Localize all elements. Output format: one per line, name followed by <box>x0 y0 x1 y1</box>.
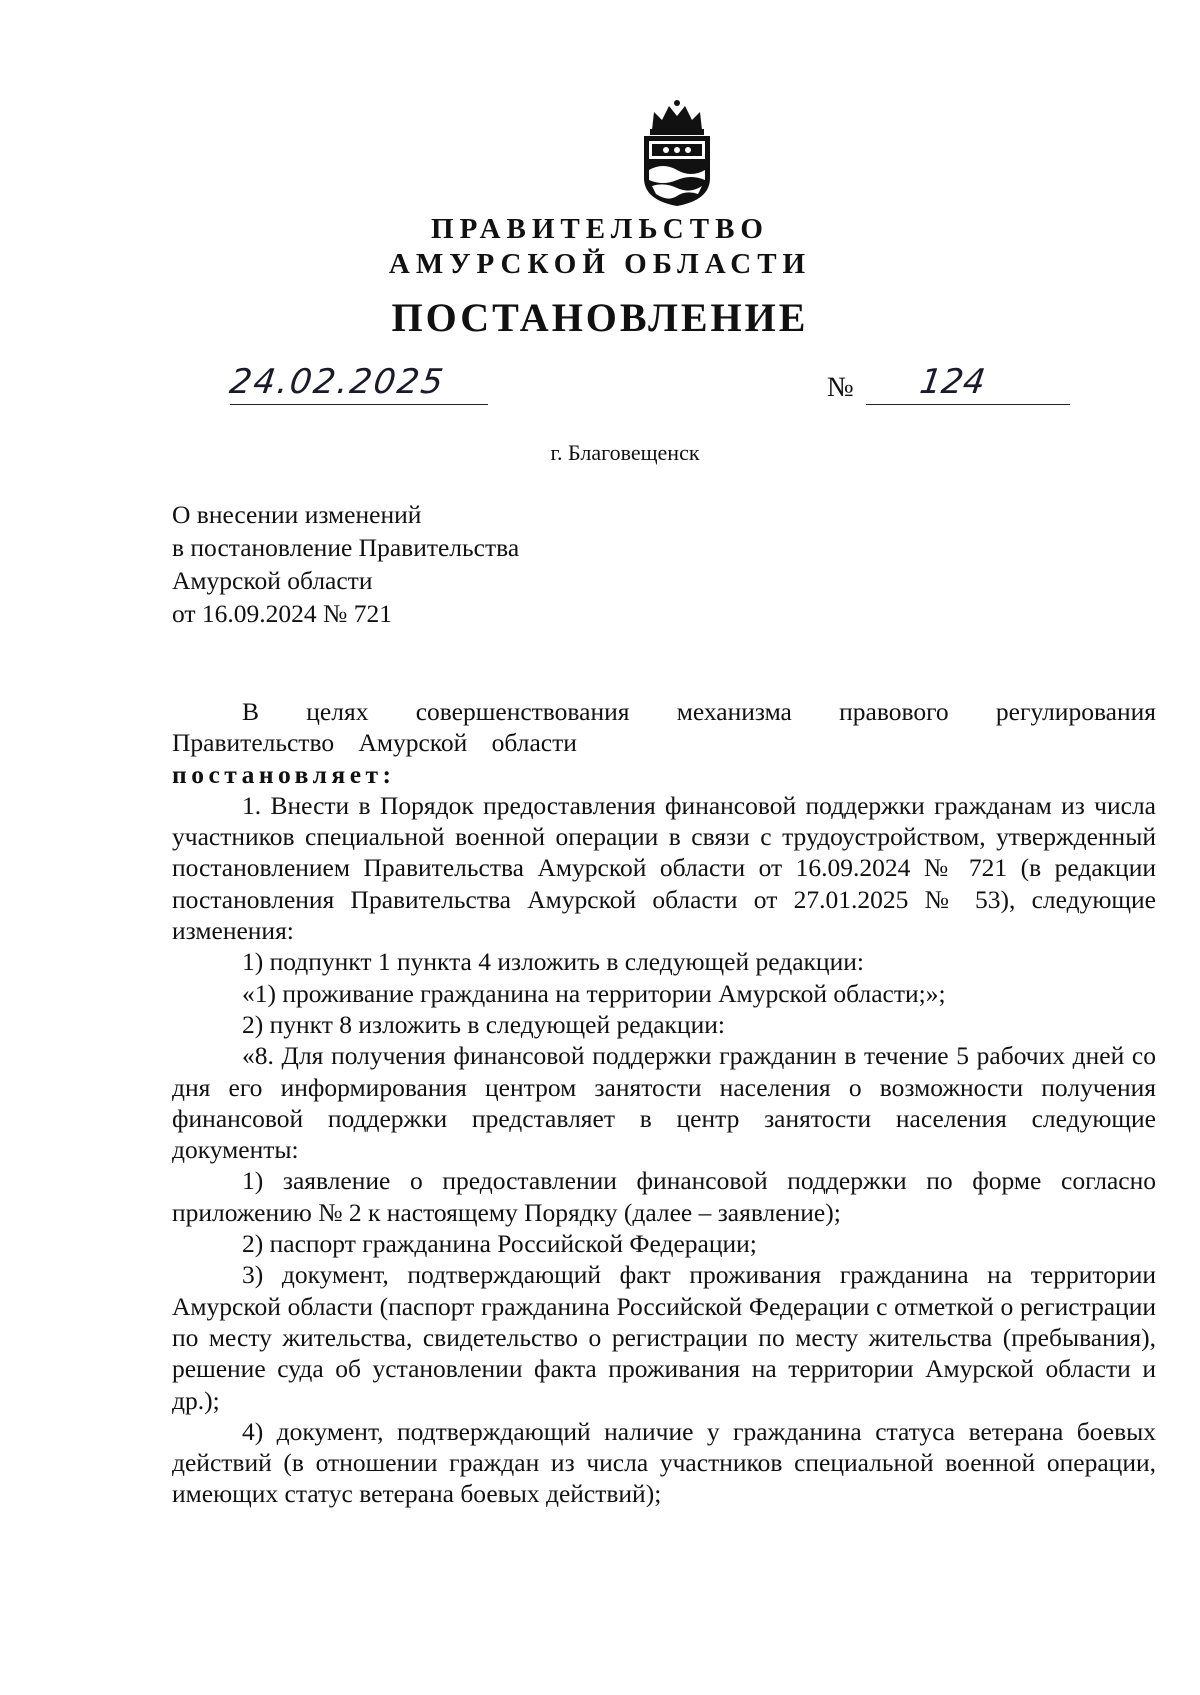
resolves-heading: постановляет: <box>172 759 396 789</box>
document-date: 24.02.2025 <box>227 362 448 402</box>
body-paragraph: 1. Внести в Порядок предоставления финансовой поддержки гражданам из числа участников специальной военной операции в связи с трудоустройством, утвержденный постановлением Правительства Амурской области от 16.09.2024 № 721 (в редакции постановления Правительства Амурской области от 27.01.2025 № 53), следующие изменения: <box>172 790 1156 946</box>
number-sign: № <box>827 372 854 403</box>
body-paragraph: 2) пункт 8 изложить в следующей редакции: <box>242 1009 725 1039</box>
body-paragraph: 1) заявление о предоставлении финансовой поддержки по форме согласно приложению № 2 к настоящему Порядку (далее – заявление); <box>172 1166 1156 1227</box>
subject-line: Амурской области <box>172 566 373 595</box>
body-paragraph: «1) проживание гражданина на территории Амурской области;»; <box>242 978 946 1008</box>
document-number-field <box>866 360 1070 405</box>
document-subject <box>172 498 872 630</box>
document-number: 124 <box>917 362 988 402</box>
body-paragraph: 2) паспорт гражданина Российской Федерации; <box>242 1229 757 1259</box>
subject-line: О внесении изменений <box>172 500 422 529</box>
body-paragraph: «8. Для получения финансовой поддержки гражданин в течение 5 рабочих дней со дня его информирования центром занятости населения о возможности получения финансовой поддержки представляет в центр занятости населения следующие документы: <box>172 1041 1156 1165</box>
body-paragraph: 4) документ, подтверждающий наличие у гражданина статуса ветерана боевых действий (в отношении граждан из числа участников специальной военной операции, имеющих статус ветерана боевых действий); <box>172 1416 1156 1509</box>
subject-line: в постановление Правительства <box>172 533 520 562</box>
body-paragraph: 3) документ, подтверждающий факт проживания гражданина на территории Амурской области (паспорт гражданина Российской Федерации с отметкой о регистрации по месту жительства, свидетельство о регистрации по месту жительства (пребывания), решение суда об установлении факта проживания на территории Амурской области и др.); <box>172 1260 1156 1415</box>
document-body <box>172 696 1156 1510</box>
organization-region: АМУРСКОЙ ОБЛАСТИ <box>388 248 812 280</box>
document-date-field <box>227 360 488 405</box>
coat-of-arms-icon <box>636 100 718 208</box>
organization-name: ПРАВИТЕЛЬСТВО <box>431 213 769 245</box>
preamble-paragraph: В целях совершенствования механизма правового регулирования Правительство Амурской области <box>172 697 1156 758</box>
issue-city: г. Благовещенск <box>550 440 700 465</box>
document-type-title: ПОСТАНОВЛЕНИЕ <box>391 295 809 340</box>
body-paragraph: 1) подпункт 1 пункта 4 изложить в следующей редакции: <box>242 947 864 977</box>
subject-line: от 16.09.2024 № 721 <box>172 599 393 628</box>
